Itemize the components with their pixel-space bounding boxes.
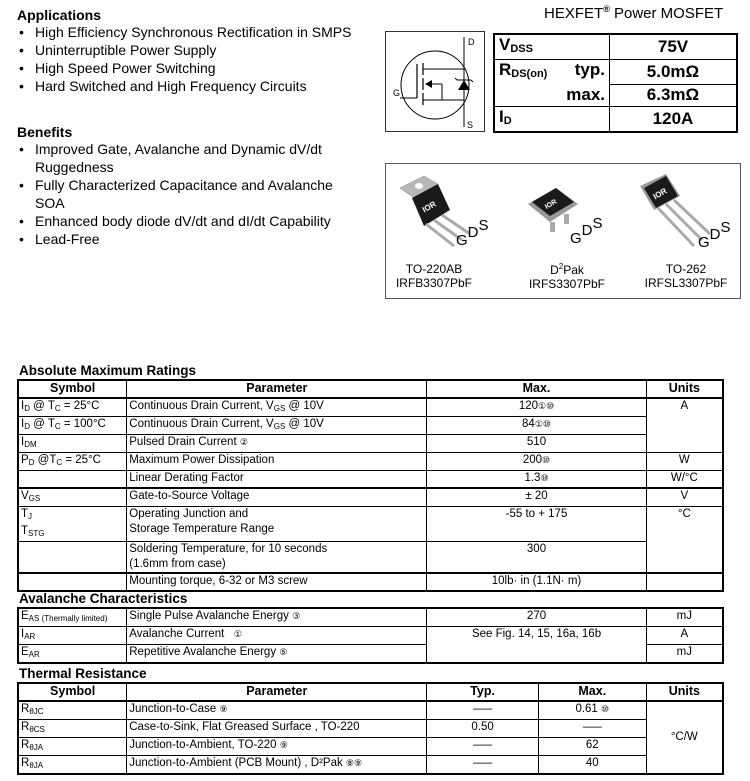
unit-cell: A <box>646 627 723 645</box>
packages-box <box>385 163 741 299</box>
param-text: Pulsed Drain Current <box>129 436 237 448</box>
header-parameter: Parameter <box>127 380 427 398</box>
param-cell <box>127 627 427 645</box>
param-cell: Gate-to-Source Voltage <box>127 488 427 507</box>
param-cell <box>127 645 427 664</box>
pin-s: S <box>592 215 603 232</box>
param-cell: Continuous Drain Current, $V_{GS}$ @ 10V <box>127 398 427 417</box>
symbol-cell: $I_D$ @ $T_C = 100^\circ C$ <box>18 417 127 435</box>
key-spec-rds-typ <box>494 60 737 85</box>
vdss-sub: DSS <box>510 43 533 55</box>
param-line-1: Operating Junction and <box>129 508 249 520</box>
param-text: Junction-to-Ambient, TO-220 <box>129 739 277 751</box>
max-cell: ± 20 <box>427 488 646 507</box>
symbol-cell <box>18 542 127 574</box>
table-row <box>18 720 723 738</box>
param-line-2: Storage Temperature Range <box>129 523 275 535</box>
rds-max-value: 6.3mΩ <box>610 84 738 106</box>
table-row <box>18 608 723 627</box>
max-cell: 62 <box>538 738 646 756</box>
max-cell <box>427 471 646 489</box>
list-item: • Enhanced body diode dV/dt and dI/dt Capability <box>17 212 362 230</box>
mosfet-symbol-box <box>385 31 485 132</box>
param-cell: Maximum Power Dissipation <box>127 453 427 471</box>
footnote: ③ <box>292 611 301 621</box>
symbol-cell: $V_{GS}$ <box>18 488 127 507</box>
typ-cell: 0.50 <box>427 720 539 738</box>
table-row <box>18 453 723 471</box>
param-cell <box>127 608 427 627</box>
product-line-name: HEXFET <box>544 5 604 22</box>
header-symbol: Symbol <box>18 683 127 701</box>
svg-text:IOR: IOR <box>651 186 669 202</box>
list-item: • High Efficiency Synchronous Rectification in SMPS <box>17 23 377 41</box>
vdss-symbol <box>494 34 610 60</box>
unit-cell: mJ <box>646 608 723 627</box>
table-row <box>18 573 723 591</box>
rds-symbol <box>494 60 610 85</box>
footnote: ⑩ <box>540 473 549 483</box>
list-item: • Hard Switched and High Frequency Circuits <box>17 77 377 95</box>
table-row <box>18 417 723 435</box>
abs-max-table <box>17 379 724 592</box>
param-text: Junction-to-Case <box>129 703 217 715</box>
list-item: • High Speed Power Switching <box>17 59 377 77</box>
max-cell: 40 <box>538 756 646 775</box>
table-header-row <box>18 683 723 701</box>
max-value: 200 <box>522 454 543 466</box>
source-label: S <box>467 120 474 130</box>
id-symbol <box>494 106 610 132</box>
thermal-table <box>17 682 724 775</box>
unit-cell: W/°C <box>646 471 723 489</box>
max-cell <box>427 417 646 435</box>
typ-cell: ––– <box>427 738 539 756</box>
max-value: 84 <box>522 418 535 430</box>
rds-typ-value: 5.0mΩ <box>610 60 738 85</box>
list-item: • Lead-Free <box>17 230 362 248</box>
id-value: 120A <box>610 106 738 132</box>
footnote: ① <box>233 629 242 639</box>
list-item: • Fully Characterized Capacitance and Avalanche SOA <box>17 176 362 212</box>
param-cell <box>127 701 427 720</box>
rds-sub: DS(on) <box>511 68 548 80</box>
param-cell: Mounting torque, 6-32 or M3 screw <box>127 573 427 591</box>
pin-d: D <box>709 226 721 243</box>
max-cell: See Fig. 14, 15, 16a, 16b <box>427 627 646 664</box>
product-line-title <box>544 4 723 22</box>
symbol-cell <box>18 573 127 591</box>
unit-cell: A <box>646 398 723 453</box>
unit-cell: V <box>646 488 723 507</box>
unit-cell <box>646 573 723 591</box>
unit-cell: °C <box>646 507 723 574</box>
pin-g: G <box>698 234 710 251</box>
typ-cell: ––– <box>427 701 539 720</box>
footnote: ⑧⑨ <box>345 758 363 768</box>
pkg-post: Pak <box>563 263 584 277</box>
table-row <box>18 542 723 574</box>
table-row <box>18 701 723 720</box>
product-line-suffix: Power MOSFET <box>614 5 724 22</box>
table-row <box>18 488 723 507</box>
unit-cell: mJ <box>646 645 723 664</box>
footnote: ⑤ <box>279 647 288 657</box>
symbol-cell: $E_{AS (Thermally limited)}$ <box>18 608 127 627</box>
part-number: IRFSL3307PbF <box>644 276 728 290</box>
param-text: Repetitive Avalanche Energy <box>129 646 277 658</box>
table-header-row <box>18 380 723 398</box>
thermal-title: Thermal Resistance <box>19 666 147 681</box>
key-spec-vdss <box>494 34 737 60</box>
registered-mark: ® <box>603 4 610 14</box>
max-cell <box>427 398 646 417</box>
rds-typ-label: typ. <box>574 60 605 79</box>
to220-pin-labels <box>456 217 489 249</box>
package-name: TO-220AB <box>405 262 463 276</box>
table-row <box>18 738 723 756</box>
avalanche-title: Avalanche Characteristics <box>19 591 188 606</box>
rds-max-label: max. <box>494 84 610 106</box>
param-cell: Case-to-Sink, Flat Greased Surface , TO-220 <box>127 720 427 738</box>
header-symbol: Symbol <box>18 380 127 398</box>
pin-g: G <box>456 232 468 249</box>
header-max: Max. <box>427 380 646 398</box>
table-row <box>18 627 723 645</box>
avalanche-table <box>17 607 724 664</box>
benefits-section <box>17 124 362 248</box>
header-max: Max. <box>538 683 646 701</box>
param-cell <box>127 756 427 775</box>
footnote: ①⑩ <box>534 419 551 429</box>
param-cell: Linear Derating Factor <box>127 471 427 489</box>
header-units: Units <box>646 380 723 398</box>
pin-s: S <box>478 217 489 234</box>
package-label-to262 <box>636 262 736 290</box>
svg-text:IOR: IOR <box>420 199 438 215</box>
pin-g: G <box>570 230 582 247</box>
symbol-cell: $I_D$ @ $T_C = 25^\circ C$ <box>18 398 127 417</box>
benefits-list <box>17 140 362 248</box>
symbol-cell <box>18 471 127 489</box>
d2pak-pin-labels <box>570 215 603 247</box>
param-cell: Continuous Drain Current, $V_{GS}$ @ 10V <box>127 417 427 435</box>
header-units: Units <box>646 683 723 701</box>
key-specs-table <box>493 33 738 133</box>
vdss-sym: V <box>499 35 511 54</box>
package-name: TO-262 <box>665 262 707 276</box>
pkg-sup: 2 <box>558 262 564 271</box>
max-cell <box>538 701 646 720</box>
table-row <box>18 398 723 417</box>
header-parameter: Parameter <box>127 683 427 701</box>
max-cell: -55 to + 175 <box>427 507 646 542</box>
to262-pin-labels <box>698 219 731 251</box>
footnote: ⑩ <box>601 704 610 714</box>
package-name <box>512 260 622 277</box>
table-row <box>18 471 723 489</box>
param-text: Single Pulse Avalanche Energy <box>129 610 289 622</box>
abs-max-title: Absolute Maximum Ratings <box>19 363 197 378</box>
pin-d: D <box>467 224 479 241</box>
footnote: ⑨ <box>279 740 288 750</box>
key-spec-id <box>494 106 737 132</box>
key-spec-rds-max <box>494 84 737 106</box>
param-cell <box>127 507 427 542</box>
max-cell <box>427 453 646 471</box>
header-typ: Typ. <box>427 683 539 701</box>
package-label-d2pak <box>512 260 622 291</box>
max-cell: 10lb· in (1.1N· m) <box>427 573 646 591</box>
unit-cell: °C/W <box>646 701 723 774</box>
param-line-2: (1.6mm from case) <box>129 558 226 570</box>
symbol-cell: $P_D$ $@T_C = 25^\circ C$ <box>18 453 127 471</box>
param-cell <box>127 738 427 756</box>
id-sub: D <box>503 114 512 127</box>
list-item: • Improved Gate, Avalanche and Dynamic dV/dt Ruggedness <box>17 140 362 176</box>
svg-text:IOR: IOR <box>543 198 559 211</box>
symbol-cell: $E_{AR}$ <box>18 645 127 664</box>
applications-section <box>17 7 377 95</box>
symbol-cell: $R_{\theta JA}$ <box>18 756 127 775</box>
benefits-title: Benefits <box>17 124 73 140</box>
symbol-cell: $R_{\theta JC}$ <box>18 701 127 720</box>
symbol-cell: $R_{\theta JA}$ <box>18 738 127 756</box>
max-cell: ––– <box>538 720 646 738</box>
footnote: ② <box>239 437 248 447</box>
drain-label: D <box>468 37 475 47</box>
table-row <box>18 435 723 453</box>
pin-d: D <box>581 222 593 239</box>
n-channel-mosfet-symbol-icon <box>386 32 484 131</box>
symbol-cell: $R_{\theta CS}$ <box>18 720 127 738</box>
footnote: ①⑩ <box>538 401 555 411</box>
unit-cell: W <box>646 453 723 471</box>
table-row <box>18 507 723 542</box>
symbol-cell: $I_{DM}$ <box>18 435 127 453</box>
param-cell <box>127 435 427 453</box>
pkg-pre: D <box>550 263 559 277</box>
pin-s: S <box>720 219 731 236</box>
part-number: IRFB3307PbF <box>395 276 473 290</box>
package-label-to220 <box>386 262 482 290</box>
param-line-1: Soldering Temperature, for 10 seconds <box>129 543 328 555</box>
gate-label: G <box>393 88 401 98</box>
symbol-cell: $T_J$ $T_{STG}$ <box>18 507 127 542</box>
max-cell: 270 <box>427 608 646 627</box>
part-number: IRFS3307PbF <box>528 277 606 291</box>
param-text: Junction-to-Ambient (PCB Mount) , D²Pak <box>129 757 343 769</box>
table-row <box>18 756 723 775</box>
max-cell: 510 <box>427 435 646 453</box>
max-value: 120 <box>518 400 539 412</box>
applications-title: Applications <box>17 7 102 23</box>
max-value: 0.61 <box>575 703 598 715</box>
param-cell <box>127 542 427 574</box>
footnote: ⑩ <box>542 455 551 465</box>
vdss-value: 75V <box>610 34 738 60</box>
applications-list <box>17 23 377 95</box>
max-value: 1.3 <box>524 472 541 484</box>
max-cell: 300 <box>427 542 646 574</box>
param-text: Avalanche Current <box>129 628 225 640</box>
footnote: ⑨ <box>219 704 228 714</box>
list-item: • Uninterruptible Power Supply <box>17 41 377 59</box>
typ-cell: ––– <box>427 756 539 775</box>
rds-sym: R <box>499 60 512 79</box>
symbol-cell: $I_{AR}$ <box>18 627 127 645</box>
id-sym: I <box>499 106 504 126</box>
